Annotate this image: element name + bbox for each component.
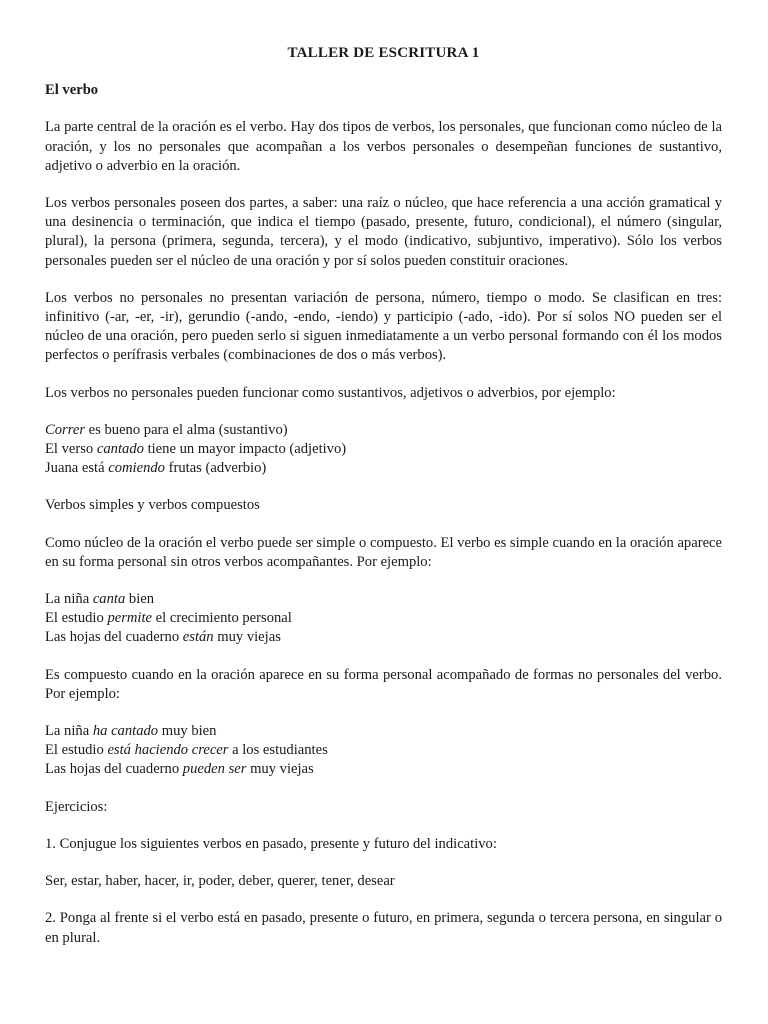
paragraph-simple-verb: Como núcleo de la oración el verbo puede ser simple o compuesto. El verbo es simple cuando en la oración aparece en su forma personal sin otros verbos acompañantes. Por ejemplo:	[45, 534, 722, 570]
document-title: TALLER DE ESCRITURA 1	[287, 45, 480, 61]
paragraph-functions: Los verbos no personales pueden funcionar como sustantivos, adjetivos o adverbios, por ejemplo:	[45, 384, 616, 401]
example-verb: Correr	[45, 421, 86, 438]
paragraph-non-personal-verbs: Los verbos no personales no presentan variación de persona, número, tiempo o modo. Se clasifican en tres: infinitivo (-ar, -er, -ir), gerundio (-ando, -endo, -iendo) y participio (-ado, -ido). Por sí solos NO pueden ser el núcleo de una oración, pero pueden serlo si siguen inmediatamente a un verbo personal formando con él los modos perfectos o perífrasis verbales (combinaciones de dos o más verbos).	[45, 289, 722, 364]
examples-compound	[45, 722, 722, 780]
example-line: El estudio está haciendo crecer a los estudiantes	[45, 742, 328, 759]
example-line: Las hojas del cuaderno están muy viejas	[45, 629, 281, 646]
example-line: La niña canta bien	[45, 591, 155, 608]
example-verb: ha cantado	[92, 723, 159, 740]
example-line: El estudio permite el crecimiento personal	[45, 610, 292, 627]
exercise-1: 1. Conjugue los siguientes verbos en pasado, presente y futuro del indicativo:	[45, 835, 497, 852]
examples-functions	[45, 421, 722, 479]
paragraph-personal-verbs: Los verbos personales poseen dos partes, a saber: una raíz o núcleo, que hace referencia a una acción gramatical y una desinencia o terminación, que indica el tiempo (pasado, presente, futuro, condicional), el número (singular, plural), la persona (primera, segunda, tercera), y el modo (indicativo, subjuntivo, imperativo). Sólo los verbos personales pueden ser el núcleo de una oración y por sí solos pueden constituir oraciones.	[45, 195, 722, 269]
paragraph-intro: La parte central de la oración es el verbo. Hay dos tipos de verbos, los personales, que funcionan como núcleo de la oración, y los no personales que acompañan a los verbos personales o desempeñan funciones de sustantivo, adjetivo o adverbio en la oración.	[45, 119, 722, 174]
example-verb: pueden ser	[182, 761, 247, 778]
example-verb: canta	[92, 591, 126, 608]
example-verb: permite	[107, 610, 153, 627]
exercise-2: 2. Ponga al frente si el verbo está en pasado, presente o futuro, en primera, segunda o tercera persona, en singular o en plural.	[45, 910, 722, 946]
example-line: Juana está comiendo frutas (adverbio)	[45, 460, 267, 477]
example-line: Las hojas del cuaderno pueden ser muy viejas	[45, 761, 314, 778]
example-verb: están	[182, 629, 214, 646]
paragraph-compound-verb: Es compuesto cuando en la oración aparece en su forma personal acompañado de formas no personales del verbo. Por ejemplo:	[45, 666, 722, 702]
example-line: La niña ha cantado muy bien	[45, 723, 217, 740]
exercises-heading: Ejercicios:	[45, 798, 108, 815]
paragraph-simple-compound-heading: Verbos simples y verbos compuestos	[45, 497, 260, 514]
example-verb: está haciendo crecer	[107, 742, 229, 759]
example-line: Correr es bueno para el alma (sustantivo)	[45, 421, 288, 438]
example-verb: comiendo	[108, 460, 165, 477]
exercise-1-verbs: Ser, estar, haber, hacer, ir, poder, deber, querer, tener, desear	[45, 873, 395, 890]
examples-simple	[45, 590, 722, 648]
example-line: El verso cantado tiene un mayor impacto (adjetivo)	[45, 441, 347, 458]
example-verb: cantado	[96, 441, 144, 458]
section-heading: El verbo	[45, 82, 99, 99]
